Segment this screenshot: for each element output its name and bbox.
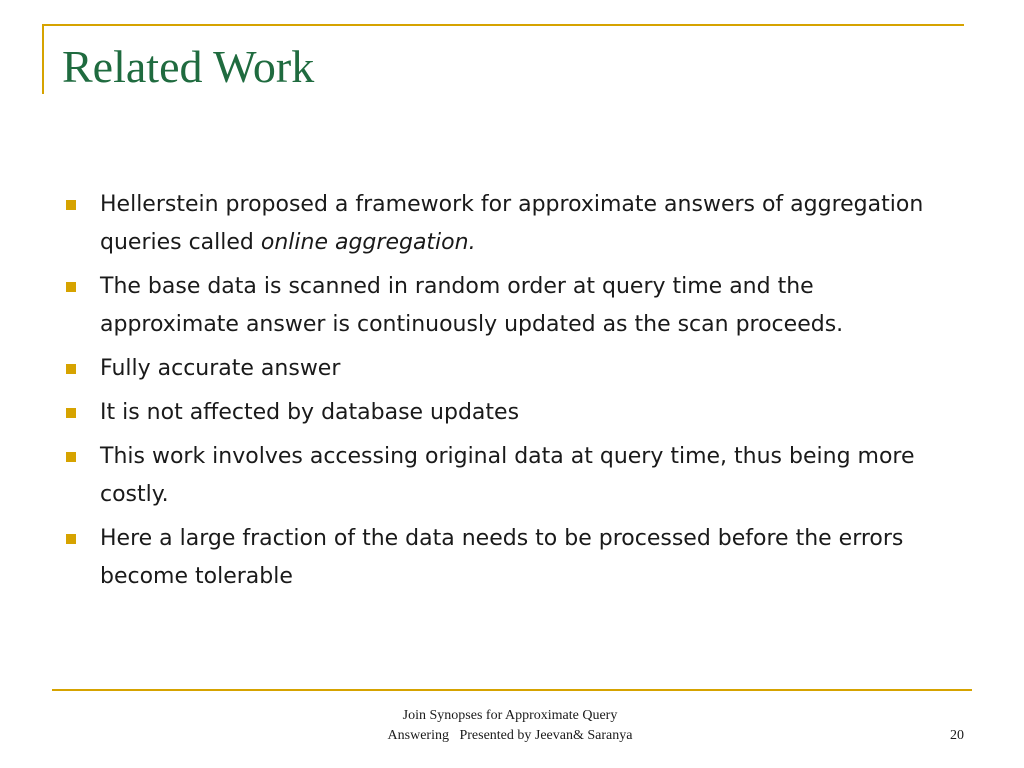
bullet-item-4 [62,394,942,432]
bullet-text: Hellerstein proposed a framework for approximate answers of aggregation queries called [100,192,924,255]
footer-line-2: Answering Presented by Jeevan& Saranya [387,728,633,743]
square-bullet-icon [66,364,76,374]
footer-caption [360,706,660,746]
bullet-emphasis: online aggregation. [260,230,476,255]
slide-number: 20 [950,728,964,743]
bullet-text: Fully accurate answer [100,356,341,381]
square-bullet-icon [66,282,76,292]
bullet-text: Here a large fraction of the data needs to be processed before the errors become tolerable [100,526,904,589]
square-bullet-icon [66,452,76,462]
bullet-item-3 [62,350,942,388]
square-bullet-icon [66,408,76,418]
footer-line-1: Join Synopses for Approximate Query [402,708,618,723]
bullet-item-5 [62,438,942,514]
left-accent-line [42,24,44,94]
bullet-text: This work involves accessing original data at query time, thus being more costly. [100,444,915,507]
slide-title: Related Work [62,41,315,92]
square-bullet-icon [66,534,76,544]
square-bullet-icon [66,200,76,210]
bullet-text: The base data is scanned in random order at query time and the approximate answer is continuously updated as the scan proceeds. [100,274,844,337]
top-accent-line [42,24,964,26]
bullet-item-6 [62,520,942,596]
bullet-list [62,186,942,602]
bullet-text: It is not affected by database updates [100,400,520,425]
bullet-item-1 [62,186,942,262]
bullet-item-2 [62,268,942,344]
footer-divider [52,689,972,691]
